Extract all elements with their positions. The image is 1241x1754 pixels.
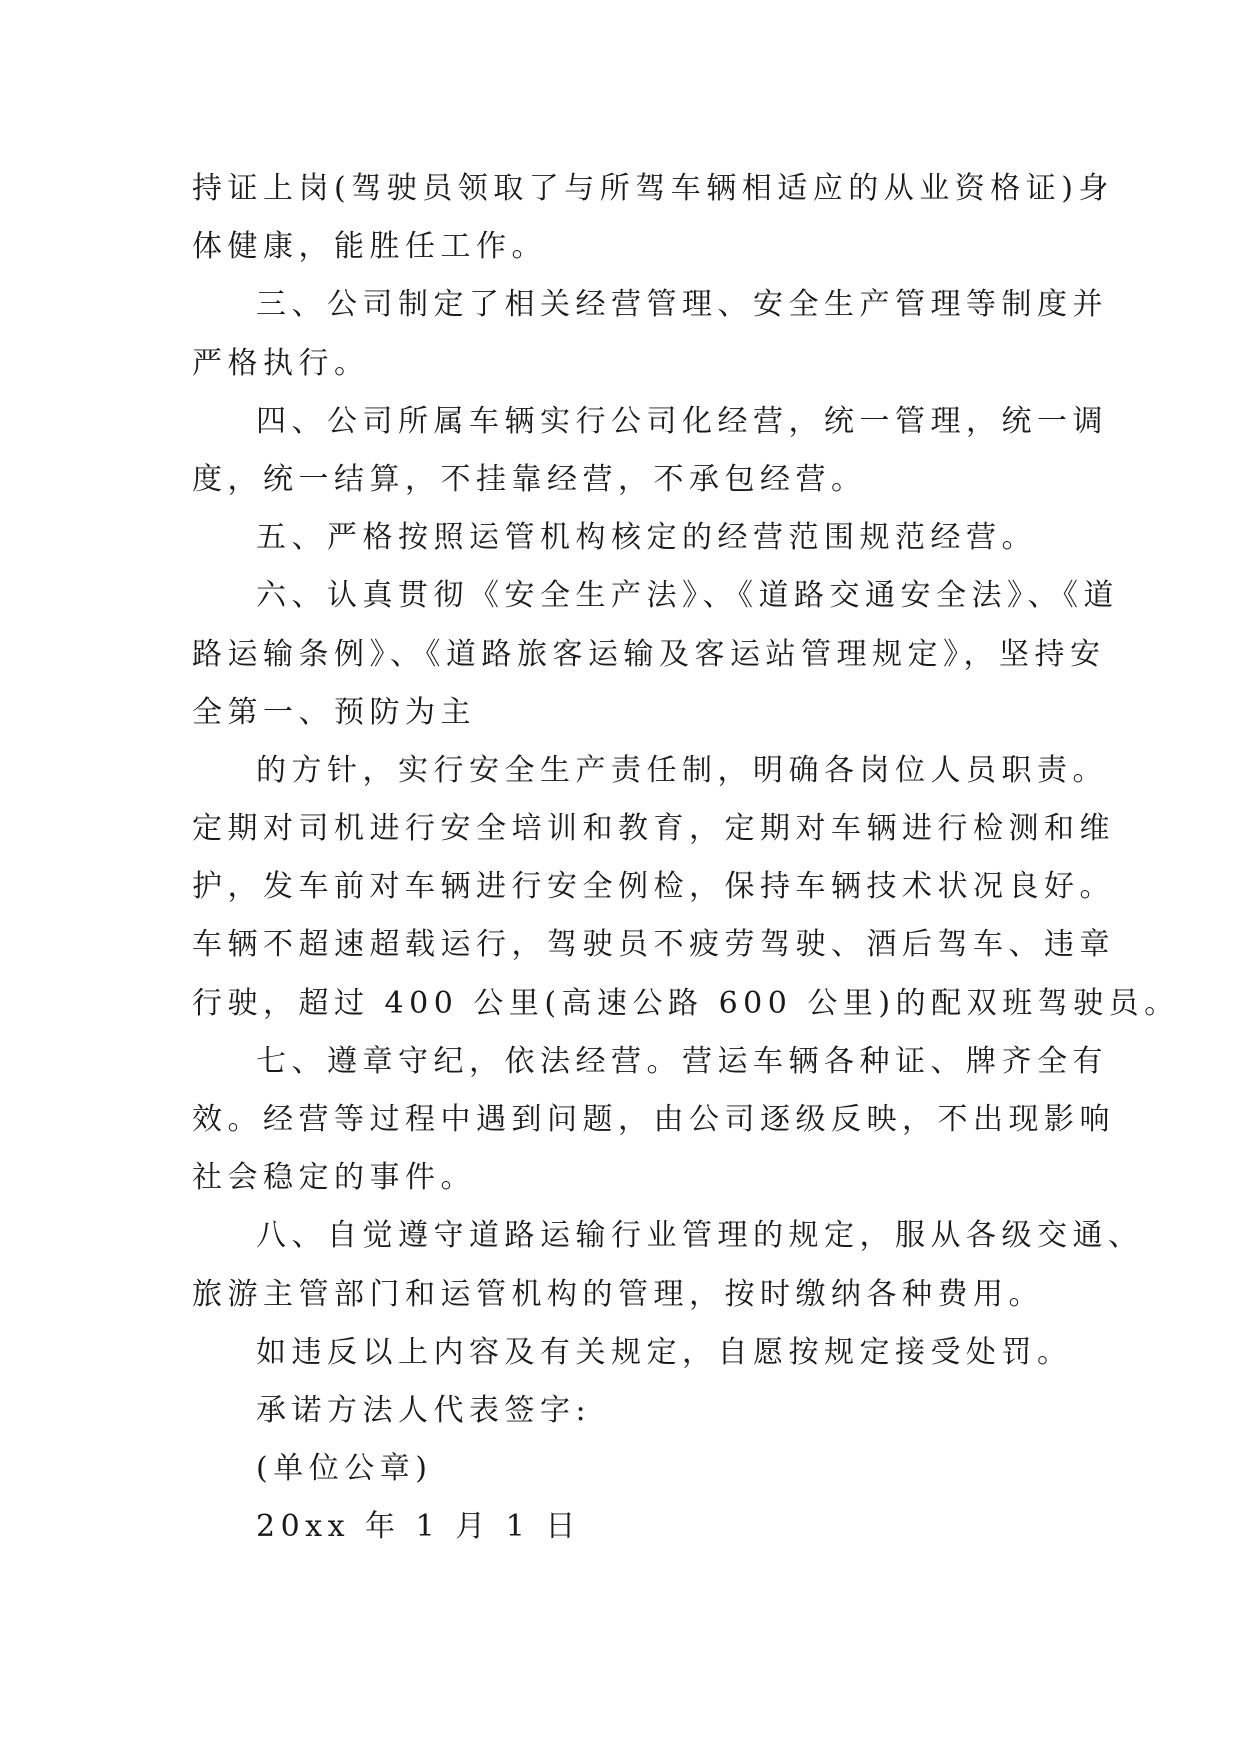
text-line: 定期对司机进行安全培训和教育，定期对车辆进行检测和维 <box>192 811 1115 847</box>
text-line: 持证上岗(驾驶员领取了与所驾车辆相适应的从业资格证)身 <box>192 171 1114 206</box>
clause-eight: 八、自觉遵守道路运输行业管理的规定，服从各级交通、 <box>256 1218 1144 1254</box>
text-line: 路运输条例》、《道路旅客运输及客运站管理规定》，坚持安 <box>192 636 1106 672</box>
text-line: 效。经营等过程中遇到问题，由公司逐级反映，不出现影响 <box>192 1102 1115 1137</box>
text-line: 的方针，实行安全生产责任制，明确各岗位人员职责。 <box>256 752 1108 788</box>
document-date: 20xx 年 1 月 1 日 <box>256 1509 581 1545</box>
document-body <box>192 160 1180 1557</box>
penalty-statement: 如违反以上内容及有关规定，自愿按规定接受处罚。 <box>256 1334 1073 1370</box>
clause-four: 四、公司所属车辆实行公司化经营，统一管理，统一调 <box>256 403 1108 439</box>
text-line: 车辆不超速超载运行，驾驶员不疲劳驾驶、酒后驾车、违章 <box>192 927 1115 963</box>
text-line: 旅游主管部门和运管机构的管理，按时缴纳各种费用。 <box>192 1276 1044 1312</box>
text-line: 全第一、预防为主 <box>192 694 476 730</box>
company-seal-label: (单位公章) <box>256 1451 433 1487</box>
clause-six: 六、认真贯彻《安全生产法》、《道路交通安全法》、《道 <box>256 578 1119 614</box>
clause-five: 五、严格按照运管机构核定的经营范围规范经营。 <box>256 520 1037 556</box>
text-line: 严格执行。 <box>192 345 370 381</box>
clause-three: 三、公司制定了相关经营管理、安全生产管理等制度并 <box>256 287 1108 323</box>
text-line: 体健康，能胜任工作。 <box>192 229 547 265</box>
text-line: 社会稳定的事件。 <box>192 1160 476 1196</box>
text-line: 护，发车前对车辆进行安全例检，保持车辆技术状况良好。 <box>192 869 1115 905</box>
clause-seven: 七、遵章守纪，依法经营。营运车辆各种证、牌齐全有 <box>256 1043 1108 1079</box>
text-line: 行驶，超过 400 公里(高速公路 600 公里)的配双班驾驶员。 <box>192 985 1180 1021</box>
signature-label: 承诺方法人代表签字: <box>256 1392 592 1428</box>
text-line: 度，统一结算，不挂靠经营，不承包经营。 <box>192 461 867 497</box>
